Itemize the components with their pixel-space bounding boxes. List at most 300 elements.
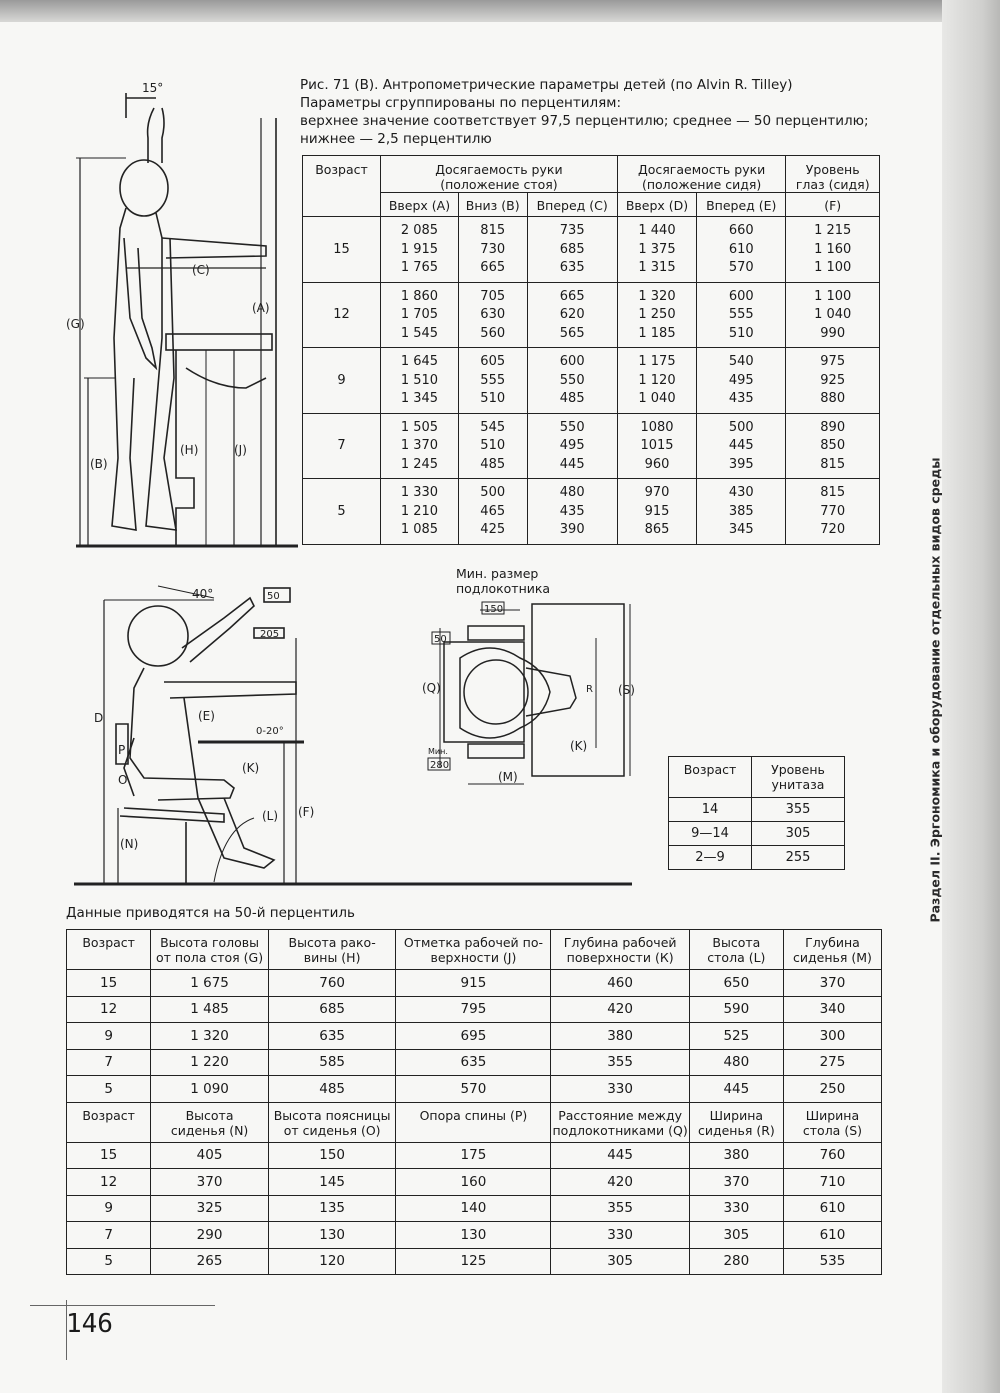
value-cell: [381, 348, 459, 414]
header-age: Возраст: [303, 156, 381, 217]
table-row: [67, 1023, 882, 1050]
value-cell: [697, 348, 786, 414]
table-cell: 175: [396, 1142, 551, 1169]
table-cell: 305: [689, 1222, 783, 1249]
table-cell: 525: [689, 1023, 783, 1050]
table-row: [67, 1195, 882, 1222]
page-number: 146: [66, 1309, 113, 1339]
percentile-value: 635: [559, 260, 585, 275]
dimension-50: 50: [267, 591, 280, 602]
percentile-value: 600: [559, 354, 585, 369]
percentile-value: 425: [480, 522, 506, 537]
value-cell: [527, 282, 617, 348]
table-cell: 275: [783, 1049, 881, 1076]
subheader: Вперед (Е): [697, 193, 786, 217]
value-cell: [786, 217, 880, 283]
percentile-value: 1 705: [400, 307, 439, 322]
table-cell: 380: [689, 1142, 783, 1169]
dimension-label-b: (B): [90, 457, 108, 471]
table-cell: 1 485: [151, 996, 269, 1023]
table-cell: 12: [67, 996, 151, 1023]
table-cell: 1 320: [151, 1023, 269, 1050]
table-cell: 2—9: [669, 846, 752, 870]
header-line: верхности (J): [430, 950, 517, 965]
value-cell: [458, 282, 527, 348]
table-cell: 370: [783, 970, 881, 997]
value-cell: [458, 348, 527, 414]
table-row: [303, 282, 880, 348]
table-row: [669, 798, 845, 822]
scan-edge-top: [0, 0, 1000, 22]
caption-line: нижнее — 2,5 перцентилю: [300, 131, 492, 147]
dimension-label-o: O: [118, 773, 128, 787]
column-header: [396, 1102, 551, 1142]
header-line: Возраст: [82, 1107, 135, 1123]
dimension-label-k: (K): [570, 739, 588, 753]
angle-label-2: 0-20°: [256, 726, 284, 737]
dimension-label-j: (J): [234, 443, 247, 457]
value-cell: [381, 479, 459, 545]
column-header: [67, 930, 151, 970]
standing-child-drawing: [66, 78, 302, 553]
header-line: от пола стоя (G): [156, 950, 264, 965]
table-cell: 355: [752, 798, 845, 822]
percentile-value: 485: [559, 391, 585, 406]
value-cell: [786, 413, 880, 479]
age-cell: 12: [303, 282, 381, 348]
furniture-table-body: [67, 930, 882, 1275]
percentile-value: 2 085: [400, 223, 439, 238]
dimension-label-k: (K): [242, 761, 260, 775]
percentile-value: 1 120: [638, 372, 676, 388]
age-cell: 5: [303, 479, 381, 545]
header-line: Глубина рабочей: [563, 935, 677, 950]
figure-caption: [300, 76, 890, 148]
table-cell: 635: [396, 1049, 551, 1076]
page-number-rule: [30, 1305, 215, 1306]
table-cell: 150: [268, 1142, 396, 1169]
header-line: стола (S): [802, 1122, 863, 1138]
table-row: [303, 348, 880, 414]
header-line: Возраст: [82, 935, 135, 950]
table-cell: 760: [783, 1142, 881, 1169]
percentile-value: 990: [820, 325, 846, 341]
table-cell: 340: [783, 996, 881, 1023]
toilet-table-body: [669, 798, 845, 870]
header-line: Ширина: [709, 1107, 764, 1123]
percentile-value: 555: [480, 372, 506, 388]
table-cell: 125: [396, 1248, 551, 1275]
table-row: [67, 1076, 882, 1103]
armrest-figure-title: [456, 566, 550, 596]
table-cell: 15: [67, 970, 151, 997]
reach-table-body: [303, 217, 880, 545]
percentile-value: 540: [728, 354, 754, 369]
percentile-value: 1015: [640, 438, 674, 453]
table-row: [67, 1169, 882, 1196]
percentile-value: 445: [559, 456, 585, 472]
value-cell: [697, 217, 786, 283]
header-eye-line2: глаз (сидя): [795, 177, 870, 192]
table-row: [669, 846, 845, 870]
dimension-label-n: (N): [120, 837, 139, 851]
header-age: Возраст: [669, 757, 752, 798]
dimension-205: 205: [260, 629, 280, 640]
header-line: сиденья (М): [793, 950, 872, 965]
angle-label: 15°: [142, 81, 164, 95]
header-line: Отметка рабочей по-: [403, 935, 543, 950]
table-cell: 325: [151, 1195, 269, 1222]
table-cell: 280: [689, 1248, 783, 1275]
percentile-value: 660: [728, 223, 754, 238]
table-cell: 1 090: [151, 1076, 269, 1103]
dimension-label-f: (F): [298, 805, 315, 819]
percentile-value: 550: [559, 419, 585, 435]
value-cell: [527, 217, 617, 283]
column-header: [783, 930, 881, 970]
value-cell: [617, 479, 696, 545]
percentile-value: 1 100: [814, 288, 852, 304]
value-cell: [617, 217, 696, 283]
column-header: [396, 930, 551, 970]
percentile-value: 555: [728, 307, 754, 322]
header-stand-line2: (положение стоя): [440, 177, 558, 192]
value-cell: [458, 413, 527, 479]
value-cell: [786, 348, 880, 414]
percentile-value: 610: [728, 241, 754, 257]
table-cell: 120: [268, 1248, 396, 1275]
percentile-value: 1 185: [638, 325, 676, 341]
percentile-value: 705: [480, 288, 506, 304]
table-cell: 915: [396, 970, 551, 997]
value-cell: [527, 479, 617, 545]
table-cell: 480: [689, 1049, 783, 1076]
header-row: [67, 1102, 882, 1142]
header-line: от сиденья (О): [283, 1122, 381, 1138]
percentile-value: 1 040: [638, 391, 676, 406]
percentile-value: 730: [480, 241, 506, 257]
angle-label: 40°: [192, 587, 214, 601]
header-sit-line2: (положение сидя): [641, 177, 762, 192]
table-cell: 160: [396, 1169, 551, 1196]
percentile-value: 1 085: [400, 522, 439, 537]
header-line: Расстояние между: [558, 1107, 682, 1123]
header-eye-line1: Уровень: [805, 162, 860, 177]
percentile-value: 1 545: [400, 325, 439, 341]
table-cell: 445: [689, 1076, 783, 1103]
table-row: [67, 1248, 882, 1275]
dimension-label-l: (L): [262, 809, 279, 823]
percentile-value: 545: [480, 419, 506, 435]
armrest-title-line2: подлокотника: [456, 581, 551, 596]
percentile-value: 665: [480, 260, 506, 275]
percentile-value: 345: [728, 522, 754, 537]
percentile-value: 510: [480, 391, 506, 406]
value-cell: [527, 348, 617, 414]
caption-line: Рис. 71 (В). Антропометрические параметры детей (по Alvin R. Tilley): [300, 77, 793, 93]
dimension-280: 280: [430, 760, 450, 771]
table-row: [303, 217, 880, 283]
table-cell: 305: [551, 1248, 689, 1275]
table-cell: 695: [396, 1023, 551, 1050]
table-cell: 445: [551, 1142, 689, 1169]
percentile-value: 1 210: [400, 503, 439, 519]
percentile-value: 485: [480, 456, 506, 472]
dimension-label-m: (M): [498, 770, 518, 784]
percentile-value: 960: [644, 456, 670, 472]
value-cell: [458, 479, 527, 545]
furniture-table: [66, 929, 882, 1275]
dimension-label-r: R: [586, 684, 593, 695]
table-row: [67, 1142, 882, 1169]
percentile-value: 1 375: [638, 241, 676, 257]
percentile-value: 1 440: [638, 223, 676, 238]
table-cell: 710: [783, 1169, 881, 1196]
percentile-value: 445: [728, 438, 754, 453]
dimension-label-p: P: [118, 743, 126, 757]
table-row: [67, 1049, 882, 1076]
table-cell: 405: [151, 1142, 269, 1169]
table-cell: 795: [396, 996, 551, 1023]
percentile-value: 1 245: [400, 456, 439, 472]
table-cell: 7: [67, 1049, 151, 1076]
value-cell: [786, 479, 880, 545]
column-header: [551, 930, 689, 970]
column-header: [551, 1102, 689, 1142]
table-cell: 130: [268, 1222, 396, 1249]
percentile-value: 815: [820, 485, 846, 500]
percentile-value: 850: [820, 438, 846, 453]
table-cell: 15: [67, 1142, 151, 1169]
percentile-value: 1 320: [638, 288, 676, 304]
percentile-value: 1 915: [400, 241, 439, 257]
table-cell: 380: [551, 1023, 689, 1050]
table-cell: 9: [67, 1195, 151, 1222]
reach-table: [302, 155, 880, 545]
dimension-label-g: (G): [66, 317, 85, 331]
table-cell: 130: [396, 1222, 551, 1249]
table-cell: 290: [151, 1222, 269, 1249]
dimension-label-s: (S): [618, 683, 635, 697]
table-row: [303, 479, 880, 545]
header-line: Ширина: [805, 1107, 860, 1123]
table-row: [67, 1222, 882, 1249]
percentile-value: 1 510: [400, 372, 439, 388]
percentile-value: 570: [728, 260, 754, 275]
age-cell: 9: [303, 348, 381, 414]
percentile-value: 435: [728, 391, 754, 406]
percentile-value: 880: [820, 391, 846, 406]
table-cell: 300: [783, 1023, 881, 1050]
percentile-value: 510: [728, 325, 754, 341]
header-sit: [617, 156, 786, 193]
column-header: [151, 1102, 269, 1142]
caption-line: Параметры сгруппированы по перцентилям:: [300, 95, 621, 111]
value-cell: [697, 282, 786, 348]
percentile-value: 1 645: [400, 354, 439, 369]
percentile-value: 770: [820, 503, 846, 519]
percentile-value: 890: [820, 419, 846, 435]
dimension-label-a: (A): [252, 301, 270, 315]
age-cell: 15: [303, 217, 381, 283]
percentile-value: 1 370: [400, 438, 439, 453]
subheader: (F): [786, 193, 880, 217]
percentile-value: 495: [728, 372, 754, 388]
table-cell: 355: [551, 1049, 689, 1076]
column-header: [783, 1102, 881, 1142]
header-line: Высота рако-: [288, 935, 376, 950]
header-row: [67, 930, 882, 970]
value-cell: [381, 413, 459, 479]
percentile-value: 1 160: [814, 241, 852, 257]
percentile-value: 815: [820, 456, 846, 472]
header-stand: [381, 156, 618, 193]
percentile-value: 500: [728, 419, 754, 435]
percentile-value: 1 215: [814, 223, 852, 238]
header-line1: Уровень: [771, 762, 825, 777]
percentile-value: 970: [644, 485, 670, 500]
percentile-value: 390: [559, 522, 585, 537]
table-cell: 685: [268, 996, 396, 1023]
percentile-value: 1 345: [400, 391, 439, 406]
percentile-value: 925: [820, 372, 846, 388]
column-header: [689, 930, 783, 970]
percentile-value: 1 040: [814, 307, 852, 322]
dimension-150: 150: [484, 604, 504, 615]
percentile-value: 665: [559, 288, 585, 304]
percentile-value: 865: [644, 522, 670, 537]
percentile-value: 720: [820, 522, 846, 537]
percentile-value: 500: [480, 485, 506, 500]
armrest-title-line1: Мин. размер: [456, 566, 539, 581]
column-header: [151, 930, 269, 970]
percentile-value: 630: [480, 307, 506, 322]
table-cell: 330: [689, 1195, 783, 1222]
header-toilet-level: [752, 757, 845, 798]
min-label: Мин.: [428, 747, 448, 756]
toilet-table: [668, 756, 845, 870]
table-cell: 355: [551, 1195, 689, 1222]
percentile-value: 605: [480, 354, 506, 369]
table-cell: 650: [689, 970, 783, 997]
percentile-value: 620: [559, 307, 585, 322]
value-cell: [786, 282, 880, 348]
value-cell: [697, 479, 786, 545]
dimension-label-h: (H): [180, 443, 199, 457]
percentile-value: 430: [728, 485, 754, 500]
subheader: Вперед (С): [527, 193, 617, 217]
percentile-value: 1 330: [400, 485, 439, 500]
table-cell: 1 675: [151, 970, 269, 997]
table-cell: 5: [67, 1248, 151, 1275]
standing-child-figure: [66, 78, 302, 553]
table-cell: 7: [67, 1222, 151, 1249]
percentile-value: 815: [480, 223, 506, 238]
table-cell: 330: [551, 1076, 689, 1103]
percentile-value: 1 175: [638, 354, 676, 369]
subheader: Вверх (D): [617, 193, 696, 217]
dimension-label-q: (Q): [422, 681, 441, 695]
table-cell: 1 220: [151, 1049, 269, 1076]
table-cell: 265: [151, 1248, 269, 1275]
column-header: [268, 1102, 396, 1142]
header-line: стола (L): [707, 950, 766, 965]
dimension-50: 50: [434, 634, 447, 645]
percentile-value: 1 860: [400, 288, 439, 304]
header-line: Высота поясницы: [273, 1107, 391, 1123]
percentile-value: 480: [559, 485, 585, 500]
table-row: [669, 822, 845, 846]
percentile-value: 600: [728, 288, 754, 304]
table-cell: 760: [268, 970, 396, 997]
table-cell: 370: [689, 1169, 783, 1196]
percentile-value: 685: [559, 241, 585, 257]
table-cell: 420: [551, 1169, 689, 1196]
header-stand-line1: Досягаемость руки: [435, 162, 563, 177]
header-line: Высота головы: [160, 935, 260, 950]
header-line: Высота: [712, 935, 761, 950]
scan-edge-right: [942, 0, 1000, 1393]
percentile-value: 735: [559, 223, 585, 238]
subheader: Вверх (А): [381, 193, 459, 217]
table-cell: 570: [396, 1076, 551, 1103]
percentile-value: 1 100: [814, 260, 852, 275]
table-cell: 370: [151, 1169, 269, 1196]
table-cell: 590: [689, 996, 783, 1023]
value-cell: [617, 282, 696, 348]
percentile-value: 495: [559, 438, 585, 453]
table-cell: 460: [551, 970, 689, 997]
value-cell: [697, 413, 786, 479]
value-cell: [617, 348, 696, 414]
table-cell: 610: [783, 1222, 881, 1249]
table-cell: 12: [67, 1169, 151, 1196]
armrest-plan-figure: [420, 598, 642, 794]
table-cell: 135: [268, 1195, 396, 1222]
header-line: поверхности (К): [566, 950, 674, 965]
table-row: [67, 996, 882, 1023]
dimension-label-c: (C): [192, 263, 210, 277]
table-cell: 9: [67, 1023, 151, 1050]
table-cell: 14: [669, 798, 752, 822]
value-cell: [617, 413, 696, 479]
table-cell: 635: [268, 1023, 396, 1050]
table-cell: 305: [752, 822, 845, 846]
value-cell: [458, 217, 527, 283]
armrest-plan-drawing: [420, 598, 642, 794]
table-cell: 330: [551, 1222, 689, 1249]
header-line: сиденья (R): [697, 1122, 775, 1138]
table-cell: 9—14: [669, 822, 752, 846]
value-cell: [527, 413, 617, 479]
column-header: [689, 1102, 783, 1142]
percentile-value: 1 250: [638, 307, 676, 322]
percentile-value: 395: [728, 456, 754, 472]
header-line: Высота: [185, 1107, 234, 1123]
value-cell: [381, 217, 459, 283]
table-cell: 610: [783, 1195, 881, 1222]
caption-line: верхнее значение соответствует 97,5 перцентилю; среднее — 50 перцентилю;: [300, 113, 869, 129]
percentile-value: 1 505: [400, 419, 439, 435]
percentile-value: 560: [480, 325, 506, 341]
table-cell: 255: [752, 846, 845, 870]
percentile-value: 1 315: [638, 260, 676, 275]
table-cell: 5: [67, 1076, 151, 1103]
header-sit-line1: Досягаемость руки: [637, 162, 766, 177]
column-header: [268, 930, 396, 970]
table-row: [67, 970, 882, 997]
header-line: сиденья (N): [170, 1122, 249, 1138]
